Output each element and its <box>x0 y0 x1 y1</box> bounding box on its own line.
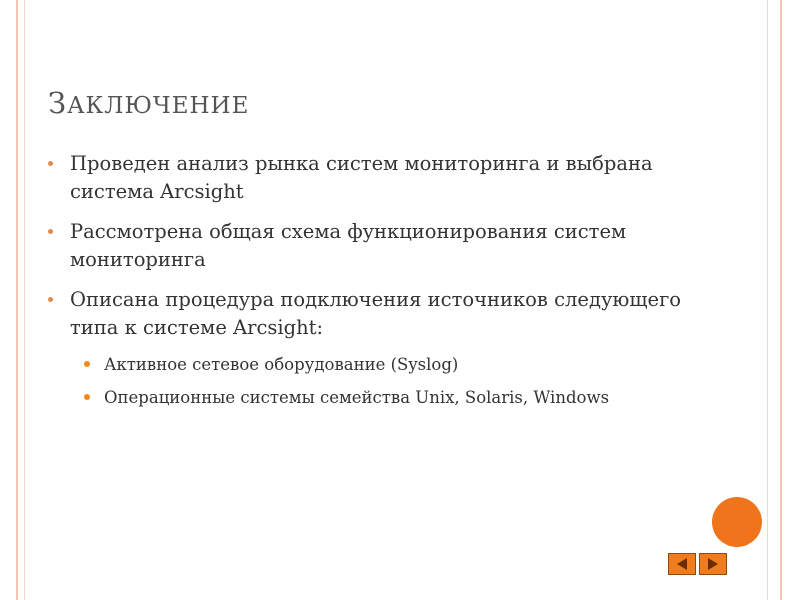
bullet-text: Проведен анализ рынка систем мониторинга и выбрана система Arcsight <box>70 152 653 203</box>
bullet-text: Описана процедура подключения источников следующего типа к системе Arcsight: <box>70 288 682 339</box>
slide-title <box>48 86 249 118</box>
arrow-right-icon <box>708 558 718 570</box>
bullet-dot-icon <box>48 161 53 166</box>
slide-title-rest: АКЛЮЧЕНИЕ <box>67 93 250 119</box>
sub-bullet-item <box>48 385 688 410</box>
sub-bullet-list <box>70 352 688 410</box>
next-slide-button[interactable] <box>699 553 727 575</box>
arrow-left-icon <box>677 558 687 570</box>
slide-title-first-letter: З <box>48 86 68 120</box>
sub-bullet-text: Операционные системы семейства Unix, Solaris, Windows <box>104 388 610 407</box>
slide-content <box>48 150 688 422</box>
decorative-circle <box>712 497 762 547</box>
bullet-item <box>48 218 688 274</box>
bullet-dot-icon <box>48 229 53 234</box>
sub-bullet-item <box>48 352 688 377</box>
sub-bullet-dot-icon <box>84 361 90 367</box>
previous-slide-button[interactable] <box>668 553 696 575</box>
bullet-dot-icon <box>48 297 53 302</box>
bullet-item <box>48 286 688 410</box>
bullet-item <box>48 150 688 206</box>
sub-bullet-dot-icon <box>84 394 90 400</box>
bullet-text: Рассмотрена общая схема функционирования систем мониторинга <box>70 220 627 271</box>
sub-bullet-text: Активное сетевое оборудование (Syslog) <box>104 355 459 374</box>
